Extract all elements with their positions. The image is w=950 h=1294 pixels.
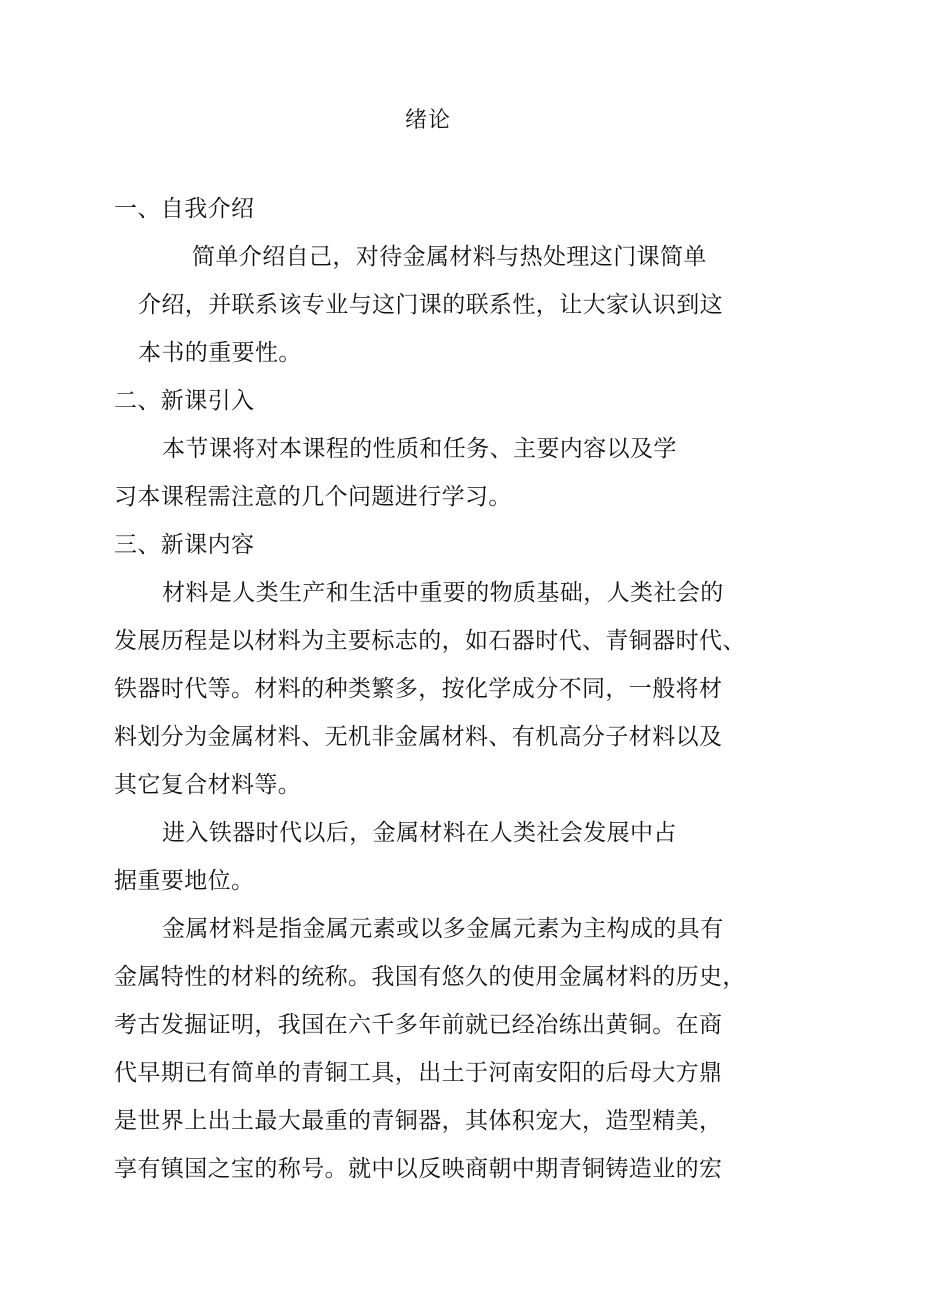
paragraph-line: 简单介绍自己，对待金属材料与热处理这门课简单 (192, 244, 707, 270)
paragraph-line: 考古发掘证明，我国在六千多年前就已经冶练出黄铜。在商 (114, 1012, 723, 1038)
paragraph-line: 据重要地位。 (114, 868, 255, 894)
section-heading-new-lesson-content: 三、新课内容 (114, 532, 255, 558)
paragraph-line: 发展历程是以材料为主要标志的，如石器时代、青铜器时代、 (114, 628, 746, 654)
paragraph-line: 代早期已有简单的青铜工具，出土于河南安阳的后母大方鼎 (114, 1060, 723, 1086)
paragraph-line: 本书的重要性。 (138, 340, 302, 366)
paragraph-line: 享有镇国之宝的称号。就中以反映商朝中期青铜铸造业的宏 (114, 1156, 723, 1182)
section-heading-self-introduction: 一、自我介绍 (114, 196, 255, 222)
paragraph-line: 材料是人类生产和生活中重要的物质基础，人类社会的 (162, 580, 724, 606)
paragraph-line: 习本课程需注意的几个问题进行学习。 (114, 484, 512, 510)
paragraph-line: 本节课将对本课程的性质和任务、主要内容以及学 (162, 436, 677, 462)
document-title: 绪论 (405, 108, 452, 133)
paragraph-line: 金属材料是指金属元素或以多金属元素为主构成的具有 (162, 916, 724, 942)
paragraph-line: 铁器时代等。材料的种类繁多，按化学成分不同，一般将材 (114, 676, 723, 702)
paragraph-line: 是世界上出土最大最重的青铜器，其体积宠大，造型精美， (114, 1108, 723, 1134)
paragraph-line: 其它复合材料等。 (114, 772, 302, 798)
paragraph-line: 介绍，并联系该专业与这门课的联系性，让大家认识到这 (138, 292, 723, 318)
paragraph-line: 进入铁器时代以后，金属材料在人类社会发展中占 (162, 820, 677, 846)
paragraph-line: 金属特性的材料的统称。我国有悠久的使用金属材料的历史， (114, 964, 746, 990)
paragraph-line: 料划分为金属材料、无机非金属材料、有机高分子材料以及 (114, 724, 723, 750)
section-heading-new-lesson-intro: 二、新课引入 (114, 388, 255, 414)
